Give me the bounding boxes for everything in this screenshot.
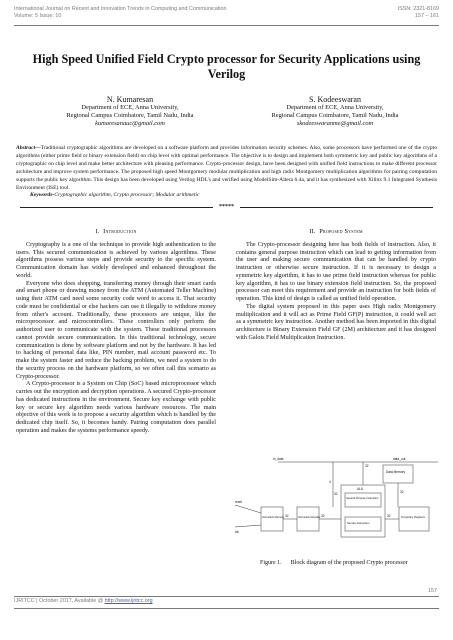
separator-rule-right (240, 207, 433, 208)
bus-width-label: 4 (329, 480, 331, 484)
clk-line (235, 525, 261, 527)
instruction-decoder-block (297, 507, 319, 531)
bus-width-label: 32 (334, 492, 338, 496)
bus-width-label: 32 (387, 514, 391, 518)
paragraph: Everyone who does shopping, transferring money through their smart cards and smart phone or drawing money from the ATM (Automated Teller Machine) using their ATM card need some security code word to access it. That security code must be confidential or else hackers can use it illegally to withdraw money from other's account. Traditionally, these processors are unique, like the microprocessor and microcontrollers. These controllers only perform the authorized user to communicate with the system. These traditional processors cannot provide secure communication. In this traditional technology, secure communication is done by software platform and not by the hardware. It has led to hacking of personal data like, PIN number, mail account password etc. To make the system faster and reduce the hacking problem, we need a system to do the security process on the hardware platform, so we often call this scenario as Crypto-processor. (16, 280, 216, 380)
reset-line (235, 505, 261, 513)
author-email: skodeeswaranme@gmail.com (296, 120, 374, 127)
bus-width-label: 32 (400, 490, 404, 494)
journal-name: International Journal on Recent and Innovation Trends in Computing and Communication (14, 6, 227, 12)
figure-number: Figure 1. (260, 560, 282, 566)
paper-title: High Speed Unified Field Crypto processor for Security Applications using Verilog (32, 52, 421, 81)
author-name: S. Kodeeswaran (309, 95, 361, 104)
column-right (236, 228, 436, 343)
gp-instruction-block (345, 493, 381, 507)
figure-caption (260, 560, 408, 566)
author-campus: Regional Campus Coimbatore, Tamil Nadu, India (271, 112, 399, 119)
reset-label: reset (235, 500, 243, 504)
data-out-label: data_out (393, 457, 406, 461)
data-memory-block (383, 465, 413, 483)
instruction-memory-label: Instruction Memory (262, 516, 285, 519)
paragraph: The Crypto-processor designing here has both fields of instruction. Also, it contains general purpose instruction which can lead to getting information from the user and making secure communication that can be handled by crypto instruction or otherwise secure instruction. If it is necessary to design a symmetric key algorithm, it has to use prime field instruction whereas for public key algorithm, it has to use binary extension field instruction. So, the proposed processor can meet this requirement and provide an instruction for both fields of operation. This kind of design is called as unified field operation. (236, 241, 436, 302)
column-left (16, 228, 216, 436)
author-block-2 (235, 96, 435, 128)
paragraph: The digital system proposed in this paper uses High radix Montgomery multiplication and it will act as Prime Field GF(P) instruction, it could well act as a symmetric key instruction. Another method has been imported in this digital architecture is Binary Extension Field GF (2M) architecture and it has designed with Galois Field Multiplication Instruction. (236, 303, 436, 341)
keywords (30, 192, 437, 198)
journal-pages: 157 – 161 (415, 13, 439, 19)
gp-instruction-label: General Purpose Instruction (346, 497, 379, 500)
footer-text: IJRITCC | October 2017, Available @ (14, 598, 104, 604)
author-block-1 (30, 96, 230, 128)
instruction-memory-block (261, 507, 283, 531)
in-data-label: in_data (273, 457, 284, 461)
separator-stars: ***** (219, 204, 234, 210)
journal-issn: ISSN: 2321-8169 (397, 6, 439, 12)
journal-issn-block (398, 6, 439, 20)
instruction-decoder-label: Instruction Decoder (298, 516, 321, 519)
footer-link[interactable]: http://www.ijritcc.org (104, 598, 153, 604)
page-number: 157 (427, 588, 437, 594)
header-rule (14, 25, 439, 26)
figure-caption-text: Block diagram of the proposed Crypto processor (290, 560, 408, 566)
bus-width-label: 32 (365, 464, 369, 468)
author-dept: Department of ECE, Anna University, (81, 104, 179, 111)
clk-label: clk (235, 530, 239, 534)
bus-width-label: 32 (321, 514, 325, 518)
abstract-label: Abstract— (16, 145, 41, 151)
footer-rule-bottom (14, 608, 439, 609)
temporary-registers-label: Temporary Registers (401, 516, 425, 519)
author-campus: Regional Campus Coimbatore, Tamil Nadu, India (66, 112, 194, 119)
keywords-text: Cryptographic algorithm, Crypto processor; Modular arithmetic (54, 192, 200, 198)
temporary-registers-block (399, 507, 429, 531)
alu-label: ALU (357, 487, 364, 491)
paragraph: A Crypto-processor is a System on Chip (SoC) based microprocessor which carries out the encryption and decryption operations. A secured Crypto-processor has dedicated instructions in the environment. Secure key exchange with public key or secure key algorithm needs various hardware resources. The main objective of this work is to propose a security algorithm which is handled by the dedicated chip itself. So, it becomes handy. Pairing computation does parallel operation and makes the systems performance speedy. (16, 381, 216, 434)
footer-rule (14, 596, 439, 597)
page-footer (14, 598, 153, 604)
abstract (16, 145, 437, 192)
keywords-label: Keywords- (30, 192, 55, 198)
paragraph: Cryptography is a one of the technique to provide high authentication to the users. This secured communication is achieved by various algorithms. These algorithms possess various steps and provide security to the specific system. Communication domain has widely developed and enhanced throughout the world. (16, 241, 216, 279)
bus-width-label: 32 (285, 514, 289, 518)
author-email: kumaresanauc@gmail.com (95, 120, 165, 127)
section-heading-introduction: I. Introduction (95, 228, 137, 235)
section-heading-proposed-system: II. Proposed System (309, 228, 363, 235)
journal-volume: Volume: 5 Issue: 10 (14, 13, 62, 19)
abstract-text: Traditional cryptographic algorithms are developed on a software platform and provides information security schemes. Also, some processors have performed one of the crypto algorithms (either prime field or binary extension field) on chip level with optimal performance. The objective is to design and implement both symmetric key and public key algorithms of a cryptographic on chip level and make better architecture with pleasing performance. Crypto-processor design, have been designed with unified field instructions to make different processor architecture and improve system performance. The proposed high speed Montgomery modular multiplication and high radix Montgomery multiplication algorithms for pairing computation supports the public key algorithm. This design has been developed using Verilog HDL's and verified using ModelSim-Altera 6.4a, and it has synthesized with Xilinx 9.1 Integrated Synthesis Environment (ISE) tool. (16, 145, 437, 191)
author-dept: Department of ECE, Anna University, (286, 104, 384, 111)
block-diagram (233, 455, 438, 550)
running-header (14, 6, 439, 20)
secure-instruction-label: Secure Instruction (347, 521, 370, 525)
author-name: N. Kumaresan (106, 95, 154, 104)
data-memory-label: Data Memory (386, 470, 406, 474)
